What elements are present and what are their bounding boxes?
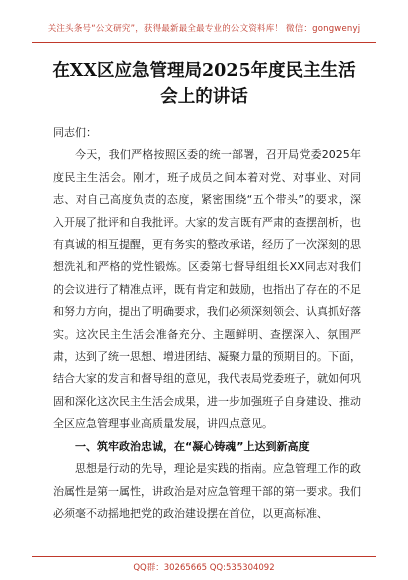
section-1-paragraph: 思想是行动的先导，理论是实践的指南。应急管理工作的政治属性是第一属性，讲政治是对应急管理干部的第一要求。我们必须毫不动摇地把党的政治建设摆在首位，以更高标准、 bbox=[53, 462, 361, 520]
header-banner: 关注头条号“公文研究”，获得最新最全最专业的公文资料库！ 微信：gongwenyj bbox=[47, 24, 361, 34]
document-body bbox=[53, 122, 361, 525]
footer-contact: QQ群：30265665 QQ:535304092 bbox=[133, 563, 275, 573]
title-line-1: 在XX区应急管理局2025年度民主生活 bbox=[52, 61, 356, 81]
header-divider bbox=[32, 42, 376, 43]
section-heading-1: 一、筑牢政治忠诚，在“凝心铸魂”上达到新高度 bbox=[75, 439, 310, 453]
opening-paragraph: 今天，我们严格按照区委的统一部署，召开局党委2025年度民主生活会。刚才，班子成员之间本着对党、对事业、对同志、对自己高度负责的态度，紧密围绕“五个带头”的要求，深入开展了批评和自我批评。大家的发言既有严肃的查摆剖析，也有真诚的相互提醒，更有务实的整改承诺，经历了一次深刻的思想洗礼和严格的党性锻炼。区委第七督导组组长XX同志对我们的会议进行了精准点评，既有肯定和鼓励，也指出了存在的不足和努力方向，提出了明确要求，我们必须深刻领会、认真抓好落实。这次民主生活会准备充分、主题鲜明、查摆深入、氛围严肃，达到了统一思想、增进团结、凝聚力量的预期目的。下面，结合大家的发言和督导组的意见，我代表局党委班子，就如何巩固和深化这次民主生活会成果，进一步加强班子自身建设、推动全区应急管理事业高质量发展，讲四点意见。 bbox=[53, 148, 361, 431]
footer-divider bbox=[32, 556, 376, 557]
document-title bbox=[30, 58, 378, 110]
greeting: 同志们： bbox=[53, 126, 97, 139]
title-line-2: 会上的讲话 bbox=[160, 87, 248, 107]
